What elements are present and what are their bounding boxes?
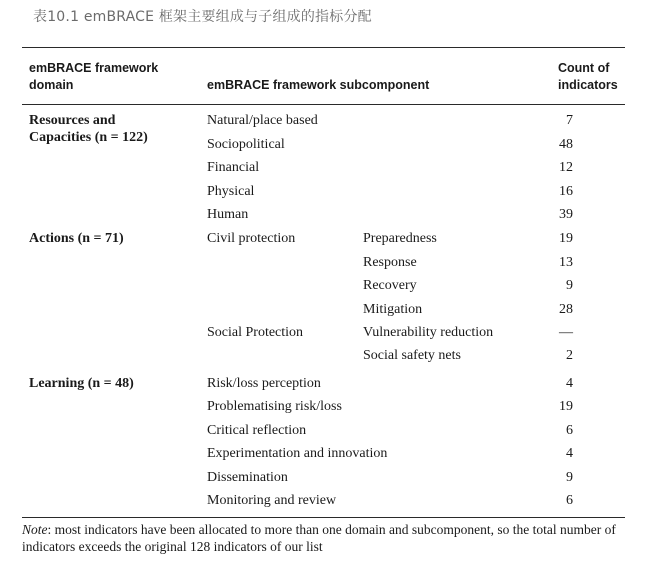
row-count: 6 [566, 423, 573, 438]
row-sub: Physical [207, 184, 255, 199]
row-sub: Financial [207, 160, 260, 175]
header-count-line2: indicators [558, 78, 618, 92]
row-sub: Civil protection [207, 231, 296, 246]
row-sub: Experimentation and innovation [207, 446, 388, 461]
row-sub: Human [207, 207, 249, 222]
row-subsub: Response [363, 255, 417, 270]
footnote-label: Note [22, 522, 48, 537]
row-count: 4 [566, 446, 573, 461]
domain-resources-line1: Resources and [29, 113, 116, 128]
domain-resources-line2: Capacities (n = 122) [29, 130, 148, 145]
table-footnote [22, 521, 632, 555]
row-count: 16 [559, 184, 573, 199]
header-domain [29, 60, 158, 94]
row-count: 39 [559, 207, 573, 222]
row-count: 12 [559, 160, 573, 175]
row-sub: Monitoring and review [207, 493, 337, 508]
row-count: 9 [566, 278, 573, 293]
row-sub: Sociopolitical [207, 137, 285, 152]
row-count: 28 [559, 302, 573, 317]
row-count: 7 [566, 113, 573, 128]
row-sub: Social Protection [207, 325, 304, 340]
domain-learning: Learning (n = 48) [29, 376, 134, 391]
table-top-rule [22, 47, 625, 48]
table-caption: 表10.1 emBRACE 框架主要组成与子组成的指标分配 [33, 9, 372, 25]
header-subcomponent: emBRACE framework subcomponent [207, 78, 430, 92]
row-count: 4 [566, 376, 573, 391]
header-domain-line2: domain [29, 78, 74, 92]
row-sub: Natural/place based [207, 113, 318, 128]
row-subsub: Social safety nets [363, 348, 461, 363]
row-sub: Risk/loss perception [207, 376, 321, 391]
row-sub: Critical reflection [207, 423, 307, 438]
table-bottom-rule [22, 517, 625, 518]
row-subsub: Vulnerability reduction [363, 325, 494, 340]
row-count: — [559, 325, 573, 340]
row-count: 2 [566, 348, 573, 363]
header-count-line1: Count of [558, 61, 610, 75]
footnote-text: : most indicators have been allocated to more than one domain and subcomponent, so the total number of indicators exceeds the original 128 indicators of our list [22, 522, 616, 554]
table-header-rule [22, 104, 625, 105]
header-domain-line1: emBRACE framework [29, 61, 159, 75]
domain-actions: Actions (n = 71) [29, 231, 124, 246]
row-count: 13 [559, 255, 573, 270]
row-count: 9 [566, 470, 573, 485]
row-sub: Dissemination [207, 470, 288, 485]
row-count: 6 [566, 493, 573, 508]
row-subsub: Preparedness [363, 231, 437, 246]
row-sub: Problematising risk/loss [207, 399, 342, 414]
row-subsub: Mitigation [363, 302, 423, 317]
row-count: 48 [559, 137, 573, 152]
row-count: 19 [559, 399, 573, 414]
row-subsub: Recovery [363, 278, 417, 293]
header-count [558, 60, 618, 94]
row-count: 19 [559, 231, 573, 246]
